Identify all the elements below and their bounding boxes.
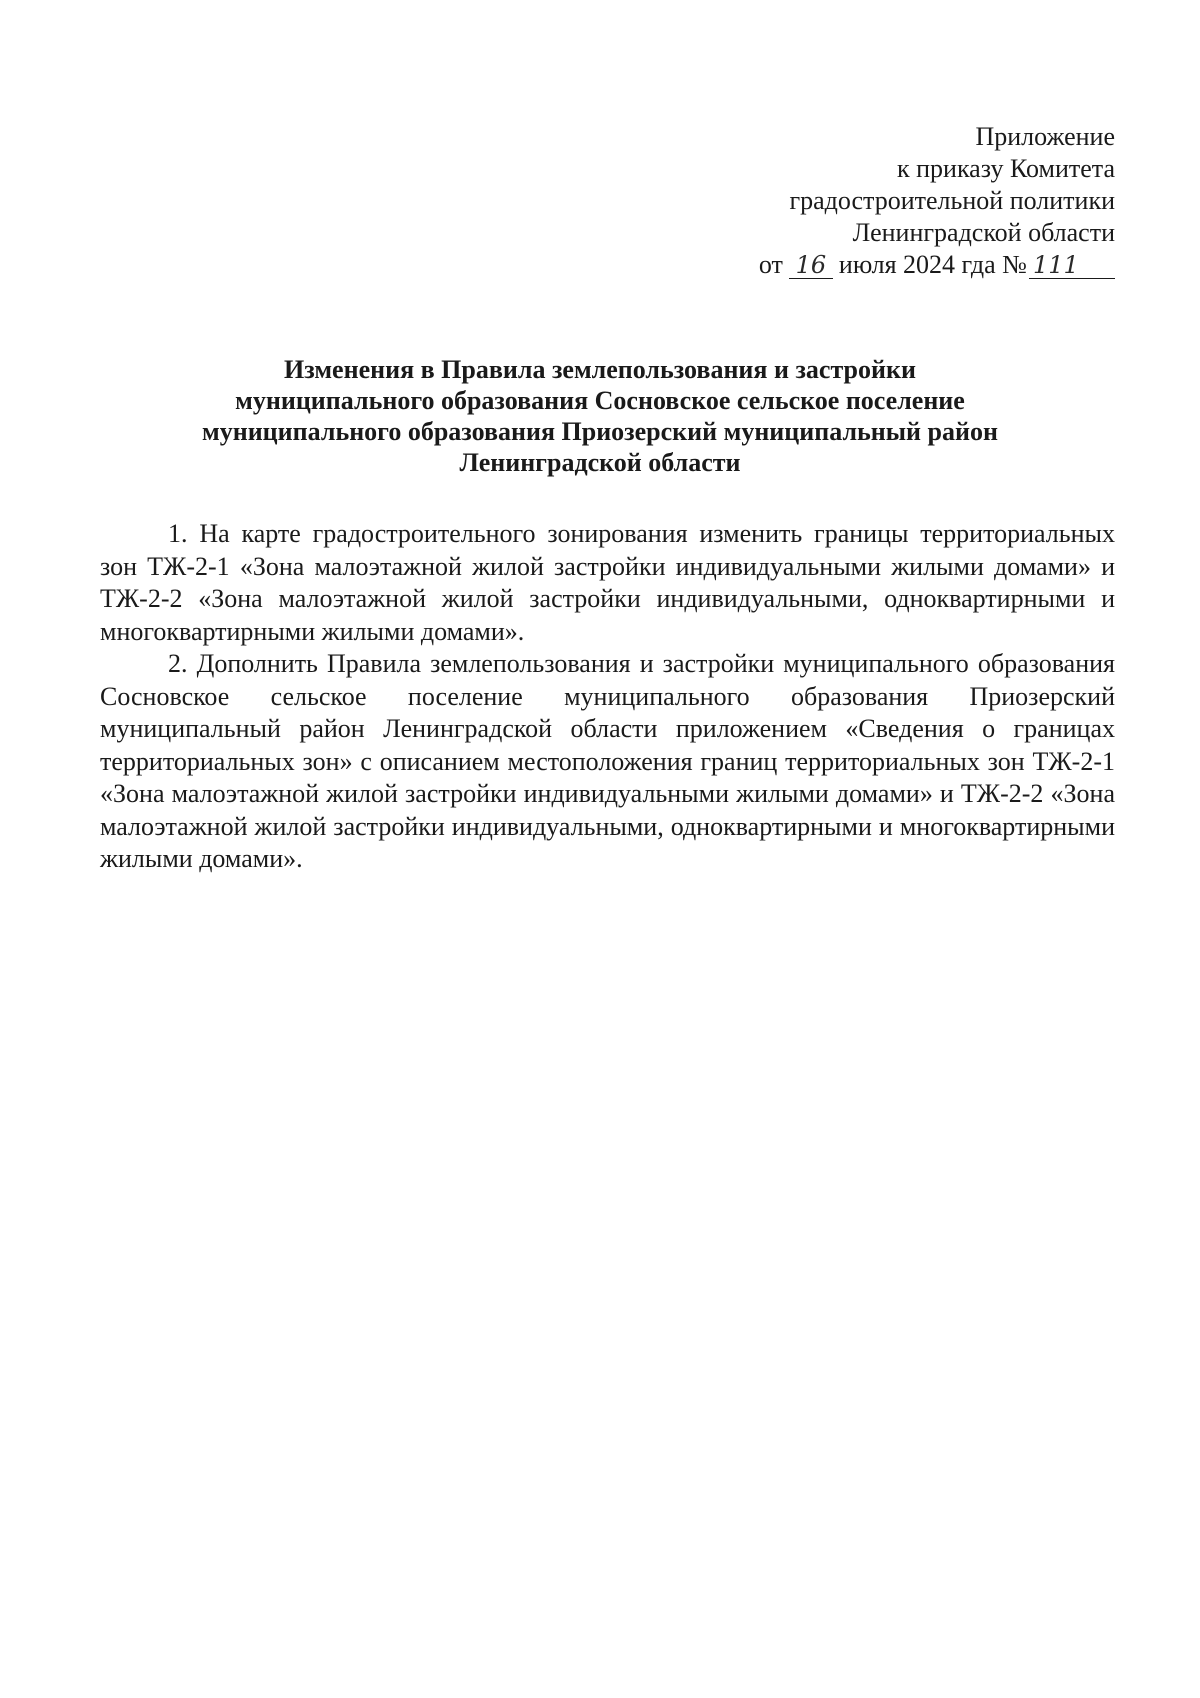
title-line-3: муниципального образования Приозерский муниципальный район bbox=[202, 417, 998, 446]
title-line-1: Изменения в Правила землепользования и застройки bbox=[284, 355, 916, 384]
appendix-committee: градостроительной политики bbox=[789, 186, 1115, 215]
appendix-label: Приложение bbox=[975, 122, 1115, 151]
title-line-4: Ленинградской области bbox=[459, 448, 741, 477]
title-line-2: муниципального образования Сосновское сельское поселение bbox=[235, 386, 965, 415]
appendix-date-line bbox=[555, 249, 1115, 281]
paragraph-text: Дополнить Правила землепользования и застройки муниципального образования Сосновское сельское поселение муниципального образования Приозерский муниципальный район Ленинградской области приложением «Сведения о границах территориальных зон» с описанием местоположения границ территориальных зон ТЖ-2-1 «Зона малоэтажной жилой застройки индивидуальными жилыми домами» и ТЖ-2-2 «Зона малоэтажной жилой застройки индивидуальными, одноквартирными и многоквартирными жилыми домами». bbox=[100, 649, 1115, 873]
handwritten-day: 16 bbox=[789, 252, 833, 279]
paragraph-number: 2. bbox=[168, 649, 188, 678]
appendix-region: Ленинградской области bbox=[852, 218, 1115, 247]
paragraph-2 bbox=[100, 648, 1115, 876]
paragraph-number: 1. bbox=[168, 519, 188, 548]
appendix-order-ref: к приказу Комитета bbox=[896, 154, 1115, 183]
document-title bbox=[100, 354, 1100, 478]
appendix-header bbox=[555, 121, 1115, 281]
handwritten-order-number: 111 bbox=[1029, 252, 1115, 279]
document-body bbox=[100, 518, 1115, 876]
paragraph-text: На карте градостроительного зонирования изменить границы территориальных зон ТЖ-2-1 «Зона малоэтажной жилой застройки индивидуальными жилыми домами» и ТЖ-2-2 «Зона малоэтажной жилой застройки индивидуальными, одноквартирными и многоквартирными жилыми домами». bbox=[100, 519, 1116, 646]
date-middle: июля 2024 гда № bbox=[838, 250, 1027, 279]
paragraph-1 bbox=[100, 518, 1115, 648]
date-prefix: от bbox=[758, 250, 783, 279]
